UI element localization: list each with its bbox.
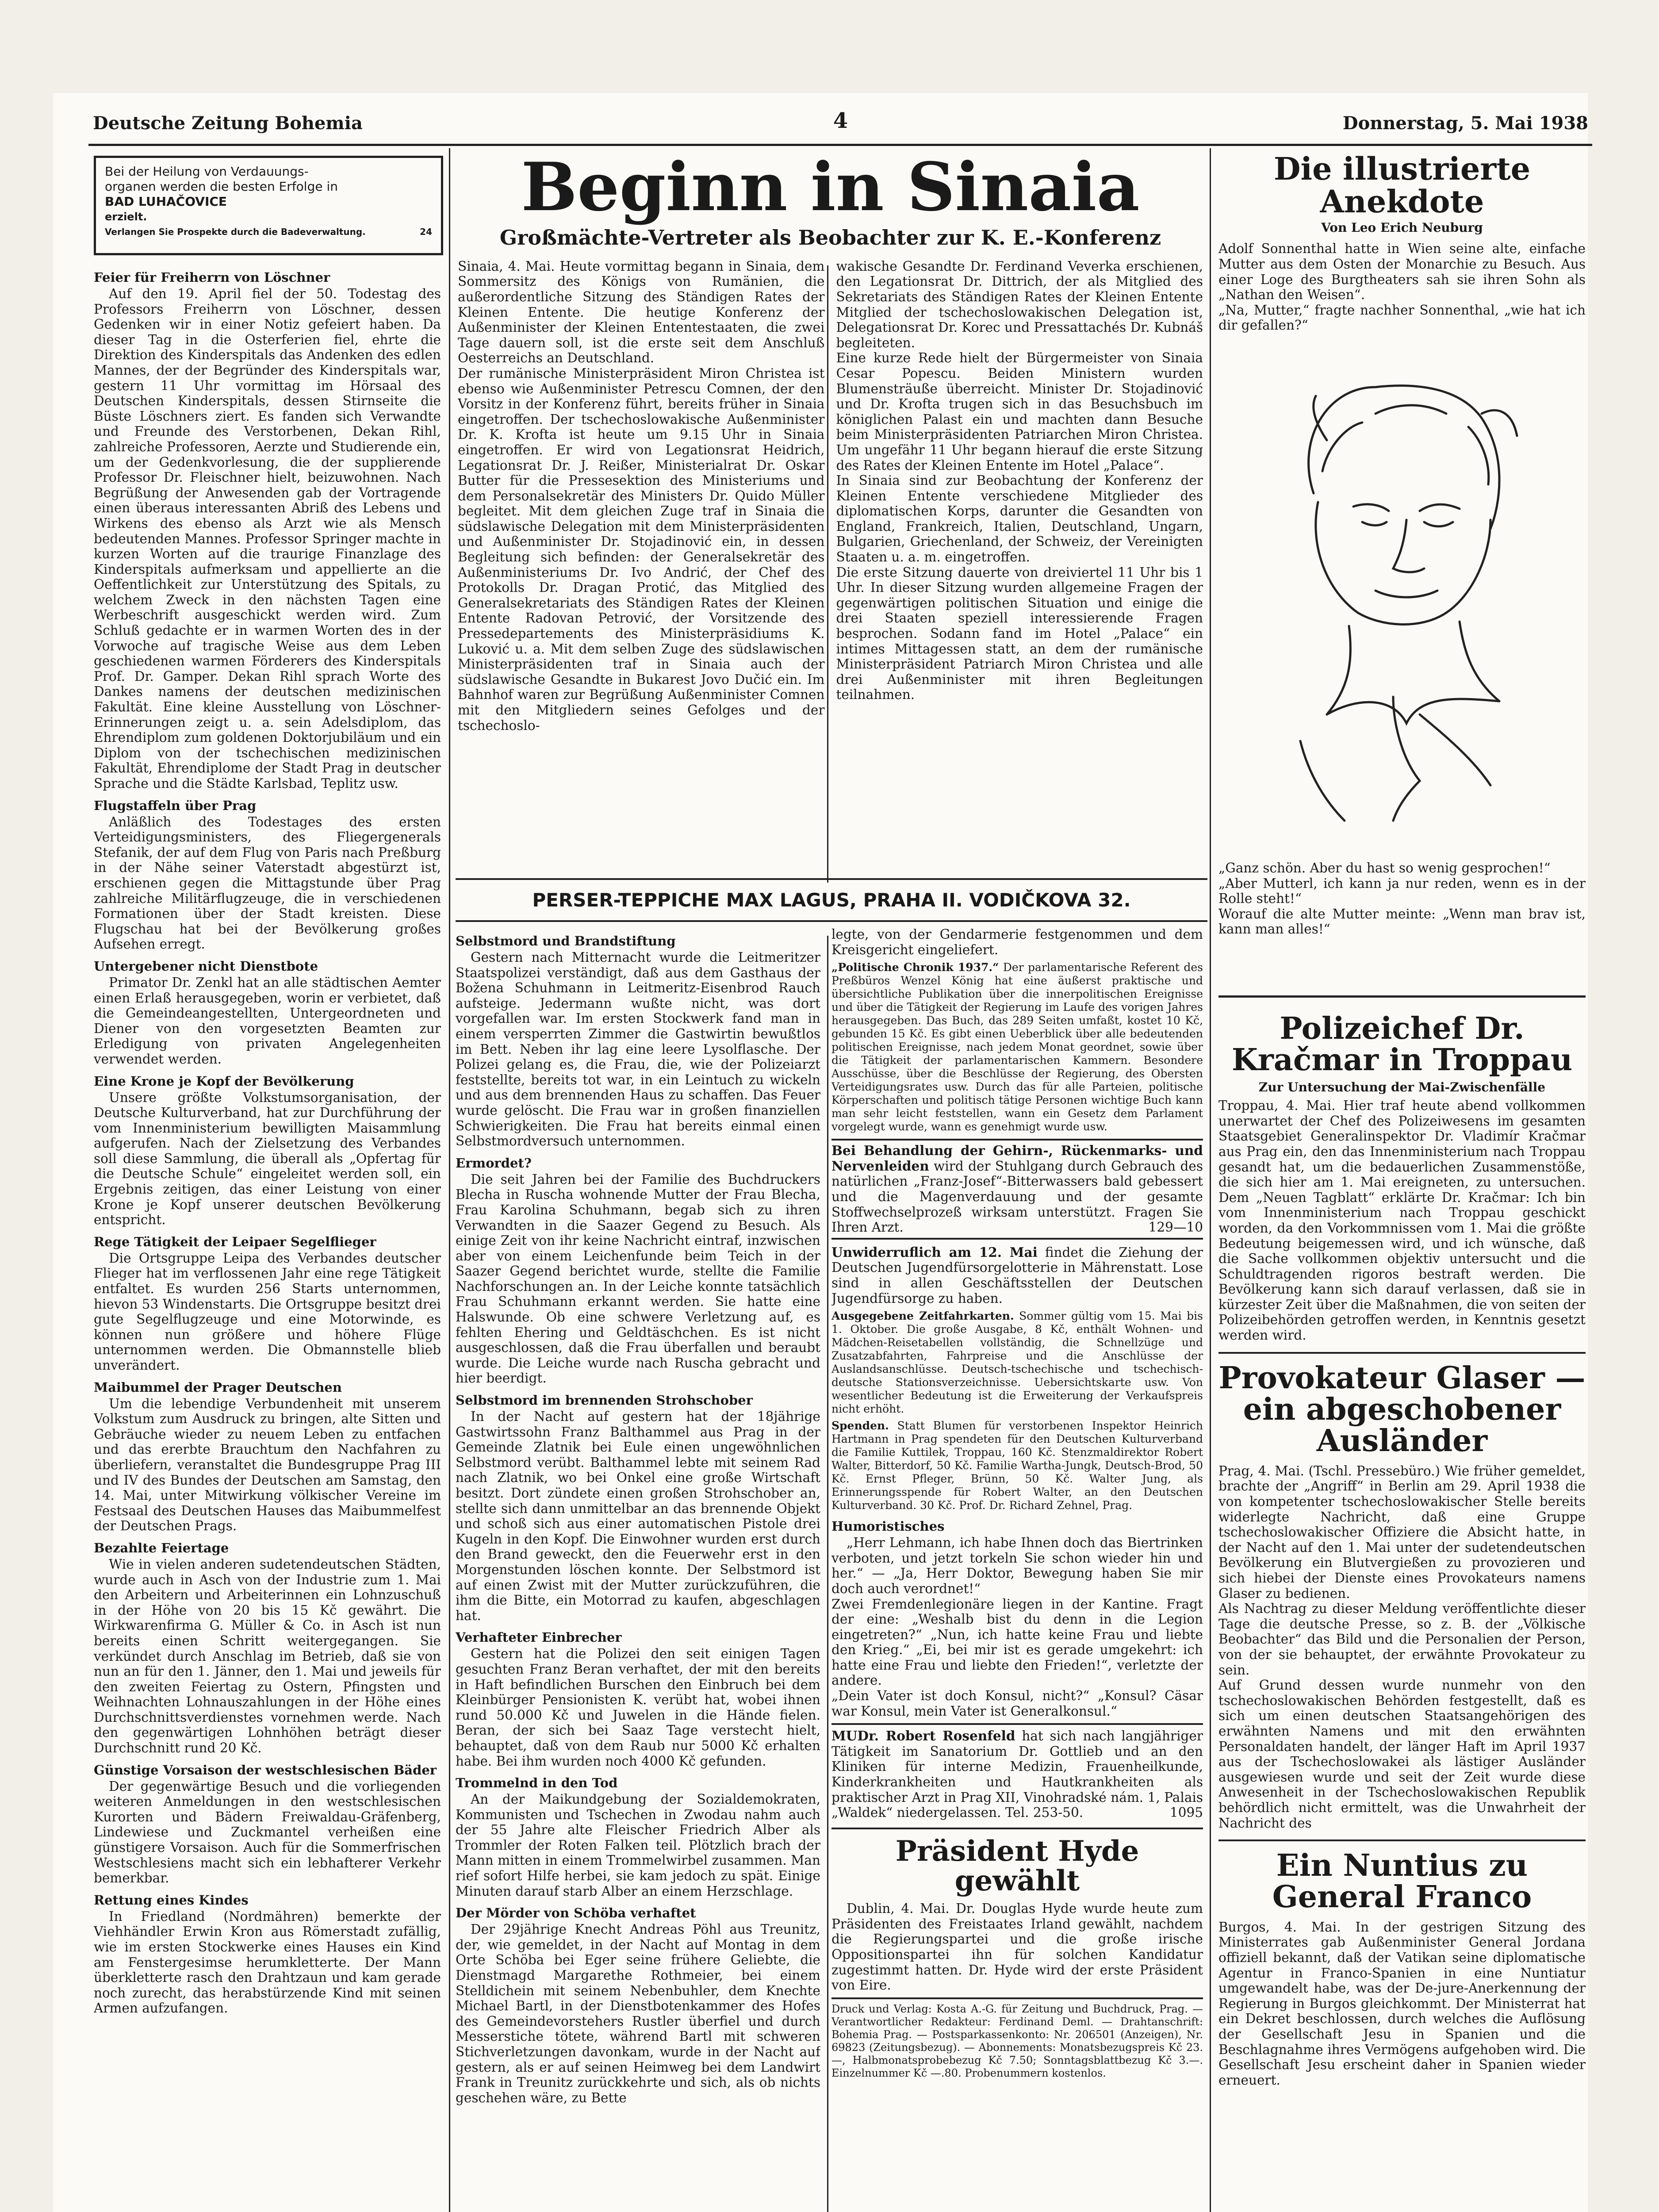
headline-maibummel: Maibummel der Prager Deutschen <box>94 1379 342 1395</box>
article-selbstmord-brand: Gestern nach Mitternacht wurde die Leitmeritzer Staatspolizei verständigt, daß aus dem Gasthaus der Božena Schuhmann in Leitmeritz-Eisenbrod Rauch aufsteige. Jedermann wußte nicht, was dort vorgefallen war. Im ersten Stockwerk fand man in einem versperrten Zimmer die Gastwirtin bewußtlos im Bett. Neben ihr lag eine leere Lysolflasche. Der Polizei gelang es, die Frau, die, wie der Polizeiarzt feststellte, bereits tot war, in ein Leintuch zu wickeln und aus dem brennenden Haus zu schaffen. Das Feuer wurde gelöscht. Die Frau war in großen finanziellen Schwierigkeiten. Die Frau hat bereits einmal einen Selbstmordversuch unternommen. <box>456 950 820 1149</box>
headline-selbstmord-brand: Selbstmord und Brandstiftung <box>456 933 676 949</box>
article-moerder-continued: legte, von der Gendarmerie festgenommen und dem Kreisgericht eingeliefert. <box>831 927 1203 957</box>
article-krone: Unsere größte Volkstumsorganisation, der Deutsche Kulturverband, hat zur Durchführung der vom Innenministerium bewilligten Maisammlung aufgerufen. Nach der Zielsetzung des Verbandes soll diese Sammlung, die überall als „Opfertag für die Deutsche Schule“ eingeleitet werden soll, ein Ergebnis zeitigen, das einer Leistung von einer Krone je Kopf unserer deutschen Bevölkerung entspricht. <box>94 1090 441 1228</box>
ad-line-4: Verlangen Sie Prospekte durch die Badeverwaltung. <box>105 227 366 237</box>
column-rule-1 <box>449 148 450 2212</box>
ad-line-1: Bei der Heilung von Verdauungs- <box>105 164 309 179</box>
headline-chronik: „Politische Chronik 1937.“ <box>831 961 999 974</box>
article-untergebener: Primator Dr. Zenkl hat an alle städtischen Aemter einen Erlaß herausgegeben, worin er verbietet, daß die Gemeindeangestellten, Untergeordneten und Diener von den vorgesetzten Beamten zur Erledigung von privaten Angelegenheiten verwendet werden. <box>94 975 441 1067</box>
column-2 <box>456 927 820 2212</box>
anekdote-outro: „Ganz schön. Aber du hast so wenig gesprochen!“ „Aber Mutterl, ich kann ja nur reden, wenn es in der Rolle steht!“ Worauf die alte Mutter meinte: „Wenn man brav ist, kann man alles!“ <box>1218 860 1586 937</box>
paper-name: Deutsche Zeitung Bohemia <box>93 113 363 134</box>
article-baeder: Der gegenwärtige Besuch und die vorliegenden weiteren Anmeldungen in den westschlesischen Kurorten und Bädern Freiwaldau-Gräfenberg, Lindewiese und Zuckmantel verheißen eine günstigere Vorsaison. Auch für die Sommerfrischen Westschlesiens macht sich ein lebhafterer Verkehr bemerkbar. <box>94 1778 441 1886</box>
article-strohschober: In der Nacht auf gestern hat der 18jährige Gastwirtssohn Franz Balthammel aus Prag in der Gemeinde Zlatnik bei Eule einen ungewöhnlichen Selbstmord verübt. Balthammel lebte mit seinem Rad nach Zlatnik, wo bei Onkel eine große Wirtschaft besitzt. Dort zündete einen großen Strohschober an, stellte sich dann unmittelbar an das brennende Objekt und schoß sich aus einer automatischen Pistole drei Kugeln in den Kopf. Die Einwohner wurden erst durch den Brand geweckt, den die Feuerwehr erst in den Morgenstunden löschen konnte. Der Selbstmord ist auf einen Zwist mit der Mutter zurückzuführen, die ihm die Bitte, ein Motorrad zu kaufen, abgeschlagen hat. <box>456 1409 820 1623</box>
anekdote-intro: Adolf Sonnenthal hatte in Wien seine alte, einfache Mutter aus dem Osten der Monarchie zu Besuch. Aus einer Loge des Burgtheaters sah sie ihren Sohn als „Nathan den Weisen“. „Na, Mutter,“ fragte nachher Sonnenthal, „wie hat ich dir gefallen?“ <box>1218 241 1586 333</box>
headline-nuntius: Ein Nuntius zu General Franco <box>1272 1848 1532 1915</box>
article-nuntius: Burgos, 4. Mai. In der gestrigen Sitzung des Ministerrates gab Außenminister General Jordana offiziell bekannt, daß der Vatikan seine diplomatische Agentur in Franco-Spanien in eine Nuntiatur umgewandelt habe, was der De-jure-Anerkennung der Regierung in Burgos gleichkommt. Der Ministerrat hat ein Dekret beschlossen, durch welches die Auflösung der Gesellschaft Jesu in Spanien und die Beschlagnahme ihres Vermögens aufgehoben wird. Die Gesellschaft Jesu erscheint daher in Spanien wieder erneuert. <box>1218 1919 1586 2088</box>
sinaia-text-right: wakische Gesandte Dr. Ferdinand Veverka erschienen, den Legationsrat Dr. Dittrich, der als Mitglied des Sekretariats des Ständigen Rates der Kleinen Entente Mitglied der tschechoslowakischen Delegation ist, Delegationsrat Dr. Korec und Pressattachés Dr. Kubnáš begleiteten. Eine kurze Rede hielt der Bürgermeister von Sinaia Cesar Popescu. Beiden Ministern wurden Blumensträuße überreicht. Minister Dr. Stojadinović und Dr. Krofta trugen sich in das Besuchsbuch im königlichen Palast ein und machten dann Besuche beim Ministerpräsidenten Patriarchen Miron Christea. Um ungefähr 11 Uhr begann hierauf die erste Sitzung des Rates der Kleinen Entente im Hotel „Palace“. In Sinaia sind zur Beobachtung der Konferenz der Kleinen Entente verschiedene Mitglieder des diplomatischen Korps, darunter die Gesandten von England, Frankreich, Italien, Deutschland, Ungarn, Bulgarien, Griechenland, der Schweiz, der Vereinigten Staaten u. a. m. eingetroffen. Die erste Sitzung dauerte von dreiviertel 11 Uhr bis 1 Uhr. In dieser Sitzung wurden allgemeine Fragen der gegenwärtigen politischen Situation und einige die drei Staaten speziell interessierende Fragen besprochen. Sodann fand im Hotel „Palace“ ein intimes Mittagessen statt, an dem der rumänische Ministerpräsident Patriarch Miron Christea und alle drei Außenminister mit ihren Begleitungen teilnahmen. <box>836 258 1203 703</box>
anekdote-box <box>1218 153 1586 1015</box>
ad-teppiche: PERSER-TEPPICHE MAX LAGUS, PRAHA II. VODIČKOVA 32. <box>532 889 1131 911</box>
issue-date: Donnerstag, 5. Mai 1938 <box>1342 113 1588 134</box>
article-flugstaffeln: Anläßlich des Todestages des ersten Verteidigungsministers, des Fliegergenerals Stefanik, der auf dem Flug von Paris nach Preßburg in der Nähe seiner Vaterstadt abgestürzt ist, erschienen gegen die Mittagstunde über Prag zahlreiche Militärflugzeuge, die in verschiedenen Formationen über der Stadt kreisten. Diese Flugschau hat bei der Bevölkerung großes Aufsehen erregt. <box>94 814 441 952</box>
ad-franz-josef-text: wird der Stuhlgang durch Gebrauch des natürlichen „Franz-Josef“-Bitterwassers bald gebessert und die Magenverdauung und der gesamte Stoffwechselprozeß wirksam unterstützt. Fragen Sie Ihren Arzt. <box>831 1158 1203 1235</box>
column-4-lower <box>1218 1013 1586 2212</box>
ad-luhacovice <box>94 156 443 255</box>
article-rettung: In Friedland (Nordmähren) bemerkte der Viehhändler Erwin Kron aus Römerstadt zufällig, wie im ersten Stockwerke eines Hauses ein Kind am Fenstergesimse herumkletterte. Der Mann überkletterte rasch den Drahtzaun und kam gerade noch zurecht, das herabstürzende Kind mit seinen Armen aufzufangen. <box>94 1909 441 2016</box>
headline-trommelnd: Trommelnd in den Tod <box>456 1775 618 1791</box>
article-glaser: Prag, 4. Mai. (Tschl. Pressebüro.) Wie früher gemeldet, brachte der „Angriff“ in Berlin am 29. April 1938 die von kompetenter tschechoslowakischer Stelle bereits widerlegte Nachricht, daß eine Gruppe tschechoslowakischer Offiziere die Absicht hatte, in der Nacht auf den 1. Mai unter der sudetendeutschen Bevölkerung ein Blutvergießen zu provozieren und sich hiebei der Dienste eines Provokateurs namens Glaser zu bedienen. Als Nachtrag zu dieser Meldung veröffentlichte dieser Tage die deutsche Presse, so z. B. der „Völkische Beobachter“ das Bild und die Personalien der Person, von der sie behauptet, der erwähnte Provokateur zu sein. Auf Grund dessen wurde nunmehr von den tschechoslowakischen Behörden festgestellt, daß es sich um einen deutschen Staatsangehörigen des erwähnten Namens und mit den erwähnten Personaldaten handelt, der länger Haft im April 1937 aus der Tschechoslowakei als lästiger Ausländer ausgewiesen wurde und seit der Zeit wurde diese Anwesenheit in der Tschechoslowakischen Republik behördlich nicht ermittelt, was die Unwahrheit der Nachricht des <box>1218 1463 1586 1831</box>
impressum: Druck und Verlag: Kosta A.-G. für Zeitung und Buchdruck, Prag. — Verantwortlicher Redakteur: Ferdinand Deml. — Drahtanschrift: Bohemia Prag. — Postsparkassenkonto: Nr. 206501 (Anzeigen), Nr. 69823 (Zeitungsbezug). — Abonnements: Monatsbezugspreis Kč 23.—, Halbmonatsprobebezug Kč 7.50; Sonntagsblattbezug Kč 3.—. Einzelnummer Kč —.80. Probenummern kostenlos. <box>831 1997 1203 2080</box>
article-trommelnd: An der Maikundgebung der Sozialdemokraten, Kommunisten und Tschechen in Zwodau nahm auch der 55 Jahre alte Fleischer Friedrich Alber als Trommler der Roten Falken teil. Plötzlich brach der Mann mitten in einem Trommelwirbel zusammen. Man rief sofort Hilfe herbei, sie kam jedoch zu spät. Einige Minuten darauf starb Alber an einem Herzschlage. <box>456 1792 820 1899</box>
sinaia-subtitle: Großmächte-Vertreter als Beobachter zur K. E.-Konferenz <box>499 225 1161 250</box>
rosenfeld-code: 1095 <box>1169 1805 1203 1820</box>
article-ermordet: Die seit Jahren bei der Familie des Buchdruckers Blecha in Ruscha wohnende Mutter der Frau Blecha, Frau Karolina Schuhmann, begab sich zu ihren Verwandten in die Saazer Gegend zu Besuch. Als einige Zeit von ihr keine Nachricht eintraf, inzwischen aber von einem Leichenfunde beim Teich in der Saazer Gegend berichtet wurde, stellte die Familie Nachforschungen an. In der Leiche konnte tatsächlich Frau Schuhmann erkannt werden. Sie hatte eine Halswunde. Ob eine schwere Verletzung auf, es fehlten Ehering und Geldtäschchen. Es ist nicht ausgeschlossen, daß die Frau überfallen und beraubt wurde. Die Leiche wurde nach Ruscha gebracht und hier beerdigt. <box>456 1171 820 1386</box>
headline-zeitfahrkarten: Ausgegebene Zeitfahrkarten. <box>831 1310 1014 1323</box>
article-moerder-schoeba: Der 29jährige Knecht Andreas Pöhl aus Treunitz, der, wie gemeldet, in der Nacht auf Montag in dem Orte Schöba bei Eger seine frühere Geliebte, die Dienstmagd Margarethe Rothmeier, bei einem Stelldichein mit seinem Nebenbuhler, dem Knechte Michael Bartl, in der Dienstbotenkammer des Hofes des Gemeindevorstehers Rustler überfiel und durch Messerstiche tötete, während Bartl mit schweren Stichverletzungen davonkam, wurde in der Nacht auf gestern, als er auf seinen Heimweg bei dem Landwirt Frank in Treunitz zurückkehrte und sich, als ob nichts geschehen wäre, zu Bette <box>456 1922 820 2105</box>
kracmar-rule <box>1218 1352 1586 1354</box>
headline-flugstaffeln: Flugstaffeln über Prag <box>94 798 257 813</box>
ad-line-3: erzielt. <box>105 211 147 223</box>
headline-humoristisches: Humoristisches <box>831 1519 945 1534</box>
article-chronik: Der parlamentarische Referent des Preßbüros Wenzel König hat eine äußerst praktische und übersichtliche Publikation über die innerpolitischen Ereignisse und über die Tätigkeit der Regierung im Laufe des vorigen Jahres herausgegeben. Das Buch, das 289 Seiten umfaßt, kostet 10 Kč, gebunden 15 Kč. Es gibt einen Ueberblick über alle bedeutenden politischen Ereignisse, nach jedem Monat geordnet, sowie über die Tätigkeit der parlamentarischen Kammern. Besondere Ausschüsse, über die Beschlüsse der Regierung, des Obersten Verteidigungsrates usw. Durch das für alle Parteien, politische Körperschaften und politisch tätige Personen wichtige Buch kann man sehr leicht feststellen, wann ein Gesetz dem Parlament vorgelegt wurde, wann es genehmigt wurde usw. <box>831 961 1203 1133</box>
ad-place: BAD LUHAČOVICE <box>105 194 227 209</box>
header-rule <box>88 144 1592 146</box>
headline-loeschner: Feier für Freiherrn von Löschner <box>94 270 330 285</box>
ad-code: 24 <box>420 227 432 237</box>
subheadline-kracmar: Zur Untersuchung der Mai-Zwischenfälle <box>1258 1079 1546 1094</box>
page-number: 4 <box>833 108 848 133</box>
headline-lotterie: Unwiderruflich am 12. Mai <box>831 1244 1038 1260</box>
headline-untergebener: Untergebener nicht Dienstbote <box>94 958 318 974</box>
article-spenden: Statt Blumen für verstorbenen Inspektor Heinrich Hartmann in Prag spendeten für den Deutschen Kulturverband die Familie Kuttilek, Troppau, 160 Kč. Stenzmaldirektor Robert Walter, Bitterdorf, 50 Kč. Familie Wartha-Jungk, Deutsch-Brod, 50 Kč. Ernst Pfleger, Brünn, 50 Kč. Walter Jung, als Erinnerungsspende für Robert Walter, an den Deutschen Kulturverband. 30 Kč. Prof. Dr. Richard Zehnel, Prag. <box>831 1419 1203 1512</box>
article-hyde: Dublin, 4. Mai. Dr. Douglas Hyde wurde heute zum Präsidenten des Freistaates Irland gewählt, nachdem die Regierungspartei und die große irische Oppositionspartei ihn für solchen Kandidatur zugestimmt hatten. Dr. Hyde wird der erste Präsident von Eire. <box>831 1901 1203 1993</box>
headline-rettung: Rettung eines Kindes <box>94 1892 249 1908</box>
glaser-rule <box>1218 1839 1586 1841</box>
running-header <box>93 108 1588 144</box>
headline-ermordet: Ermordet? <box>456 1155 532 1171</box>
headline-glaser: Provokateur Glaser — ein abgeschobener Ausländer <box>1218 1360 1586 1459</box>
headline-segelflieger: Rege Tätigkeit der Leipaer Segelflieger <box>94 1234 376 1249</box>
headline-hyde: Präsident Hyde gewählt <box>895 1834 1139 1897</box>
ad-line-2: organen werden die besten Erfolge in <box>105 179 338 194</box>
headline-rosenfeld: MUDr. Robert Rosenfeld <box>831 1728 1015 1744</box>
article-maibummel: Um die lebendige Verbundenheit mit unserem Volkstum zum Ausdruck zu bringen, alte Sitten und Gebräuche wieder zu neuem Leben zu entfachen und das ererbte Brauchtum den Nachfahren zu überliefern, veranstaltet die Bundesgruppe Prag III und IV des Bundes der Deutschen am Samstag, den 14. Mai, unter Mitwirkung völkischer Vereine im Festsaal des Deutschen Hauses das Maibummelfest der Deutschen Prags. <box>94 1396 441 1534</box>
caricature-drawing <box>1261 361 1544 830</box>
teppiche-rule-bottom <box>456 920 1207 922</box>
ad-franz-josef-code: 129—10 <box>1148 1220 1203 1235</box>
column-rule-2 <box>827 936 828 2212</box>
headline-strohschober: Selbstmord im brennenden Strohschober <box>456 1393 753 1408</box>
article-segelflieger: Die Ortsgruppe Leipa des Verbandes deutscher Flieger hat im verflossenen Jahr eine rege Tätigkeit entfaltet. Es wurden 256 Starts unternommen, hievon 53 Windenstarts. Die Ortsgruppe besitzt drei gute Segelflugzeuge und eine Motorwinde, es können nun größere und höhere Flüge unternommen werden. Die Obmannstelle blieb unverändert. <box>94 1250 441 1373</box>
column-1 <box>94 263 441 2212</box>
headline-moerder-schoeba: Der Mörder von Schöba verhaftet <box>456 1905 696 1921</box>
article-humoristisches: „Herr Lehmann, ich habe Ihnen doch das Biertrinken verboten, und jetzt torkeln Sie schon wieder hin und her.“ — „Ja, Herr Doktor, Bewegung haben Sie mir doch auch verordnet!“ Zwei Fremdenlegionäre liegen in der Kantine. Fragt der eine: „Weshalb bist du denn in die Legion eingetreten?“ „Nun, ich hatte keine Frau und liebte den Krieg.“ „Ei, bei mir ist es gerade umgekehrt: ich hatte eine Frau und liebte den Frieden!“, verletzte der andere. „Dein Vater ist doch Konsul, nicht?“ „Konsul? Cäsar war Konsul, mein Vater ist Generalkonsul.“ <box>831 1535 1203 1719</box>
headline-krone: Eine Krone je Kopf der Bevölkerung <box>94 1073 354 1089</box>
headline-spenden: Spenden. <box>831 1419 889 1432</box>
anekdote-rule <box>1218 995 1586 998</box>
headline-kracmar: Polizeichef Dr. Kračmar in Troppau <box>1231 1013 1573 1078</box>
sinaia-article <box>458 153 1203 883</box>
column-3 <box>831 927 1203 2212</box>
article-rosenfeld: hat sich nach langjähriger Tätigkeit im Sanatorium Dr. Gottlieb und an den Kliniken für interne Medizin, Frauenheilkunde, Kinderkrankheiten und Hautkrankheiten als praktischer Arzt in Prag XII, Vinohradské nám. 1, Palais „Waldek“ niedergelassen. Tel. 253-50. <box>831 1728 1203 1820</box>
headline-feiertage: Bezahlte Feiertage <box>94 1540 229 1555</box>
anekdote-title: Die illustrierte Anekdote <box>1273 153 1531 220</box>
sinaia-title: Beginn in Sinaia <box>521 153 1140 226</box>
anekdote-author: Von Leo Erich Neuburg <box>1321 220 1483 235</box>
article-kracmar: Troppau, 4. Mai. Hier traf heute abend vollkommen unerwartet der Chef des Polizeiwesens im gesamten Staatsgebiet Generalinspektor Dr. Vladimír Kračmar aus Prag ein, den das Innenministerium nach Troppau gesandt hat, um die bedauerlichen Zusammenstöße, die sich hier am 1. Mai ereigneten, zu untersuchen. Dem „Neuen Tagblatt“ erklärte Dr. Kračmar: Ich bin vom Innenministerium nach Troppau geschickt worden, da den Vorkommnissen vom 1. Mai die größte Bedeutung beigemessen wird, und ich wünsche, daß die Sache vollkommen objektiv untersucht und die Schuldtragenden rigoros bestraft werden. Die Bevölkerung kann sich darauf verlassen, daß sie in kürzester Zeit über die Maßnahmen, die von seiten der Polizeibehörden getroffen werden, in Kenntnis gesetzt werden wird. <box>1218 1098 1586 1343</box>
article-feiertage: Wie in vielen anderen sudetendeutschen Städten, wurde auch in Asch von der Industrie zum 1. Mai den Arbeitern und Arbeiterinnen ein Lohnzuschuß in der Höhe von 20 bis 15 Kč gewährt. Die Wirkwarenfirma G. Müller & Co. in Asch ist nun bereits einen Schritt weitergegangen. Sie verkündet durch Anschlag im Betrieb, daß sie von nun an für den 1. Jänner, den 1. Mai und jeweils für den zweiten Feiertag zu Ostern, Pfingsten und Weihnachten Lohnauszahlungen in der Höhe eines Durchschnittsverdienstes vornehmen werde. Nach den gegenwärtigen Lohnhöhen beträgt dieser Durchschnitt rund 20 Kč. <box>94 1556 441 1756</box>
ad-franz-josef-title: Bei Behandlung der Gehirn-, Rückenmarks- und Nervenleiden <box>831 1143 1203 1174</box>
headline-einbrecher: Verhafteter Einbrecher <box>456 1630 622 1645</box>
article-loeschner: Auf den 19. April fiel der 50. Todestag des Professors Freiherrn von Löschner, dessen Gedenken wir in einer Notiz gefeiert haben. Da dieser Tag in die Osterferien fiel, ehrte die Direktion des Kinderspitals das Andenken des edlen Mannes, der der Begründer des Kinderspitals war, gestern 11 Uhr vormittag im Hörsaal des Deutschen Kinderspitals, dessen Stirnseite die Büste Löschners ziert. Es fanden sich Verwandte und Freunde des Verstorbenen, Dekan Rihl, zahlreiche Professoren, Aerzte und Studierende ein, um der Gedenkvorlesung, die der supplierende Professor Dr. Fleischner hielt, beizuwohnen. Nach Begrüßung der Anwesenden gab der Vortragende einen überaus interessanten Abriß des Lebens und Wirkens des ebenso als Arzt wie als Mensch bedeutenden Mannes. Professor Springer machte in kurzen Worten auf die traurige Finanzlage des Kinderspitals aufmerksam und appellierte an die Oeffentlichkeit zur Unterstützung des Spitals, zu welchem Zweck in den nächsten Tagen eine Werbeschrift ausgeschickt werden wird. Zum Schluß gedachte er in warmen Worten des in der Vorwoche auf tragische Weise aus dem Leben geschiedenen warmen Förderers des Kinderspitals Prof. Dr. Gamper. Dekan Rihl sprach Worte des Dankes namens der deutschen medizinischen Fakultät. Eine kleine Ausstellung von Löschner-Erinnerungen zeigt u. a. sein Adelsdiplom, das Ehrendiplom zum goldenen Doktorjubiläum und ein Diplom von der tschechischen medizinischen Fakultät, Ehrendiplome der Stadt Prag in deutscher Sprache und die Städte Karlsbad, Teplitz usw. <box>94 286 441 791</box>
sinaia-text-left: Sinaia, 4. Mai. Heute vormittag begann in Sinaia, dem Sommersitz des Königs von Rumänien, die außerordentliche Sitzung des Ständigen Rates der Kleinen Entente. Die heutige Konferenz der Außenminister der Kleinen Ententestaaten, die zwei Tage dauern soll, ist die erste seit dem Anschluß Oesterreichs an Deutschland. Der rumänische Ministerpräsident Miron Christea ist ebenso wie Außenminister Petrescu Comnen, der den Vorsitz in der Konferenz führt, bereits früher in Sinaia eingetroffen. Der tschechoslowakische Außenminister Dr. K. Krofta ist heute um 9.15 Uhr in Sinaia eingetroffen. Er wird von Legationsrat Heidrich, Legationsrat Dr. J. Reißer, Ministerialrat Dr. Oskar Butter für die Pressesektion des Ministeriums und dem Personalsekretär des Ministers Dr. Quido Müller begleitet. Mit dem gleichen Zuge traf in Sinaia die südslawische Delegation mit dem Ministerpräsidenten und Außenminister Dr. Stojadinović ein, in dessen Begleitung sich befinden: der Generalsekretär des Außenministeriums Dr. Ivo Andrić, der Chef des Protokolls Dr. Dragan Protić, das Mitglied des Generalsekretariats des Ständigen Rates der Kleinen Entente Radovan Petrović, der Vorsitzende des Pressedepartements des Ministerpräsidiums K. Luković u. a. Mit dem selben Zuge des südslawischen Ministerpräsidenten traf in Sinaia auch der südslawische Gesandte in Bukarest Jovo Dučić ein. Im Bahnhof waren zur Begrüßung Außenminister Comnen mit den Mitgliedern seines Gefolges und der tschechoslo- <box>458 258 825 733</box>
headline-baeder: Günstige Vorsaison der westschlesischen Bäder <box>94 1762 437 1778</box>
teppiche-rule-top <box>456 878 1207 880</box>
article-zeitfahrkarten: Sommer gültig vom 15. Mai bis 1. Oktober. Die große Ausgabe, 8 Kč, enthält Wohnen- und Mädchen-Reisetabellen vollständig, die Schnellzüge und Zusatzabfahrten, Fahrpreise und die Anschlüsse der Auslandsanschlüsse. Deutsch-tschechische und tschechisch-deutsche Stationsverzeichnisse. Uebersichtskarte usw. Von wesentlicher Bedeutung ist die Erweiterung der Verkaufspreis nicht erhöht. <box>831 1310 1203 1416</box>
column-rule-3 <box>1210 148 1211 2212</box>
article-lotterie: findet die Ziehung der Deutschen Jugendfürsorgelotterie in Mährenstatt. Lose sind in allen Geschäftsstellen der Deutschen Jugendfürsorge zu haben. <box>831 1244 1203 1306</box>
sinaia-column-rule <box>827 265 828 883</box>
article-einbrecher: Gestern hat die Polizei den seit einigen Tagen gesuchten Franz Beran verhaftet, der mit den bereits in Haft befindlichen Burschen den Einbruch bei dem Kleinbürger Pensionisten K. verübt hat, wobei ihnen rund 50.000 Kč und Juwelen in die Hände fielen. Beran, der sich bei Saaz Tage verstecht hielt, behauptet, daß von dem Raub nur 5000 Kč erhalten habe. Bei ihm wurden noch 4000 Kč gefunden. <box>456 1646 820 1769</box>
